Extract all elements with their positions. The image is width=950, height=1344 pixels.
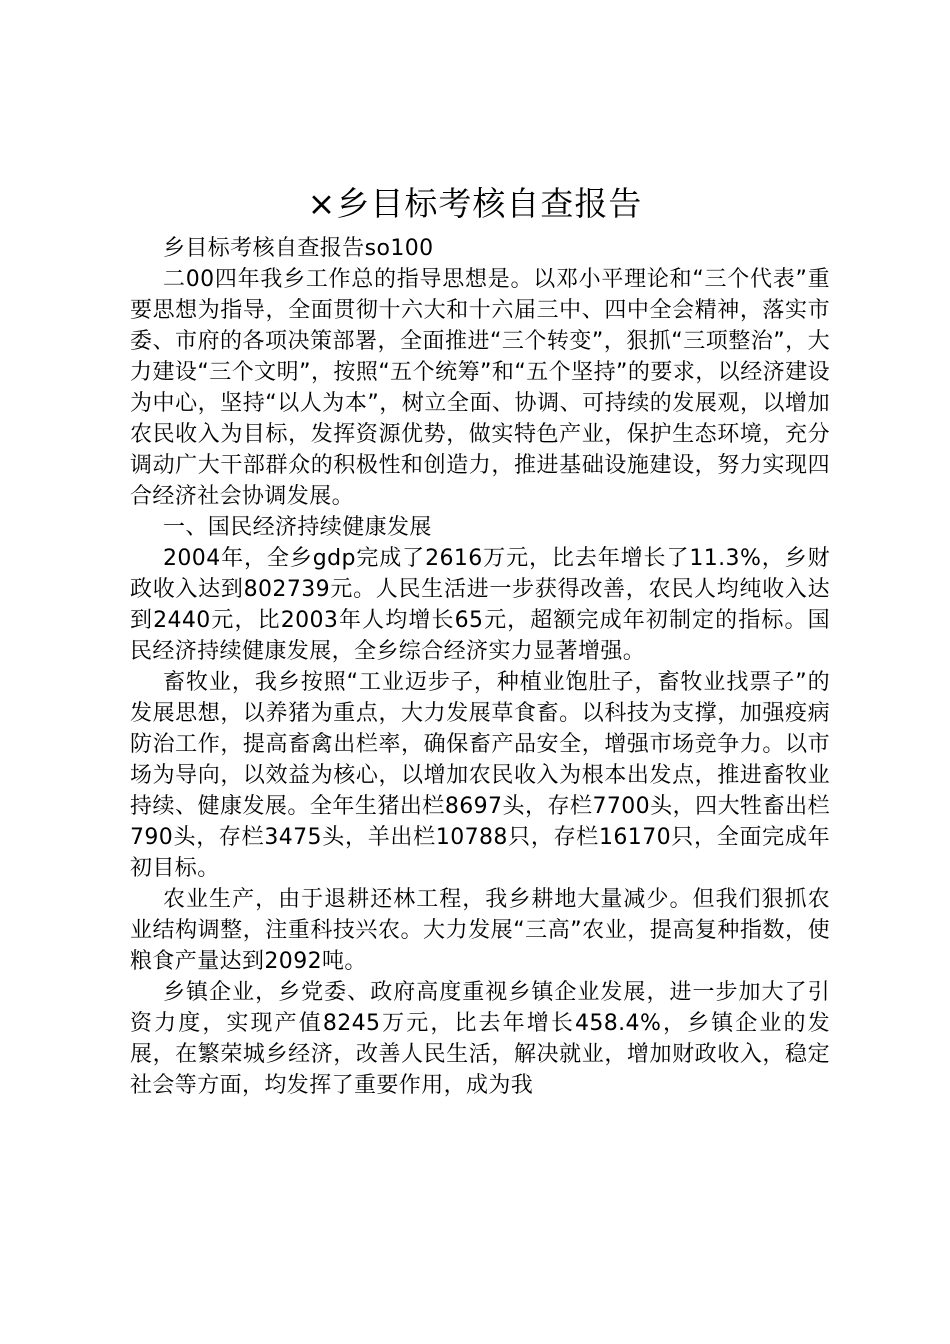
document-body xyxy=(130,233,830,1101)
body-paragraph: 二00四年我乡工作总的指导思想是。以邓小平理论和“三个代表”重要思想为指导，全面贯彻十六大和十六届三中、四中全会精神，落实市委、市府的各项决策部署，全面推进“三个转变”，狠抓“三项整治”，大力建设“三个文明”，按照“五个统筹”和“五个坚持”的要求，以经济建设为中心，坚持“以人为本”，树立全面、协调、可持续的发展观，以增加农民收入为目标，发挥资源优势，做实特色产业，保护生态环境，充分调动广大干部群众的积极性和创造力，推进基础设施建设，努力实现四合经济社会协调发展。 xyxy=(130,267,830,509)
body-paragraph: 乡目标考核自查报告so100 xyxy=(163,236,434,261)
body-paragraph: 畜牧业，我乡按照“工业迈步子，种植业饱肚子，畜牧业找票子”的发展思想，以养猪为重点，大力发展草食畜。以科技为支撑，加强疫病防治工作，提高畜禽出栏率，确保畜产品安全，增强市场竞争力。以市场为导向，以效益为核心，以增加农民收入为根本出发点，推进畜牧业持续、健康发展。全年生猪出栏8697头，存栏7700头，四大牲畜出栏790头，存栏3475头，羊出栏10788只，存栏16170只，全面完成年初目标。 xyxy=(130,670,830,881)
document-title: ×乡目标考核自查报告 xyxy=(307,184,643,223)
body-paragraph: 农业生产，由于退耕还林工程，我乡耕地大量减少。但我们狠抓农业结构调整，注重科技兴农。大力发展“三高”农业，提高复种指数，使粮食产量达到2092吨。 xyxy=(130,887,830,974)
body-paragraph: 2004年，全乡gdp完成了2616万元，比去年增长了11.3%，乡财政收入达到802739元。人民生活进一步获得改善，农民人均纯收入达到2440元，比2003年人均增长65元，超额完成年初制定的指标。国民经济持续健康发展，全乡综合经济实力显著增强。 xyxy=(130,546,830,664)
body-paragraph: 乡镇企业，乡党委、政府高度重视乡镇企业发展，进一步加大了引资力度，实现产值8245万元，比去年增长458.4%，乡镇企业的发展，在繁荣城乡经济，改善人民生活，解决就业，增加财政收入，稳定社会等方面，均发挥了重要作用，成为我 xyxy=(130,980,830,1098)
section-heading: 一、国民经济持续健康发展 xyxy=(163,515,432,540)
